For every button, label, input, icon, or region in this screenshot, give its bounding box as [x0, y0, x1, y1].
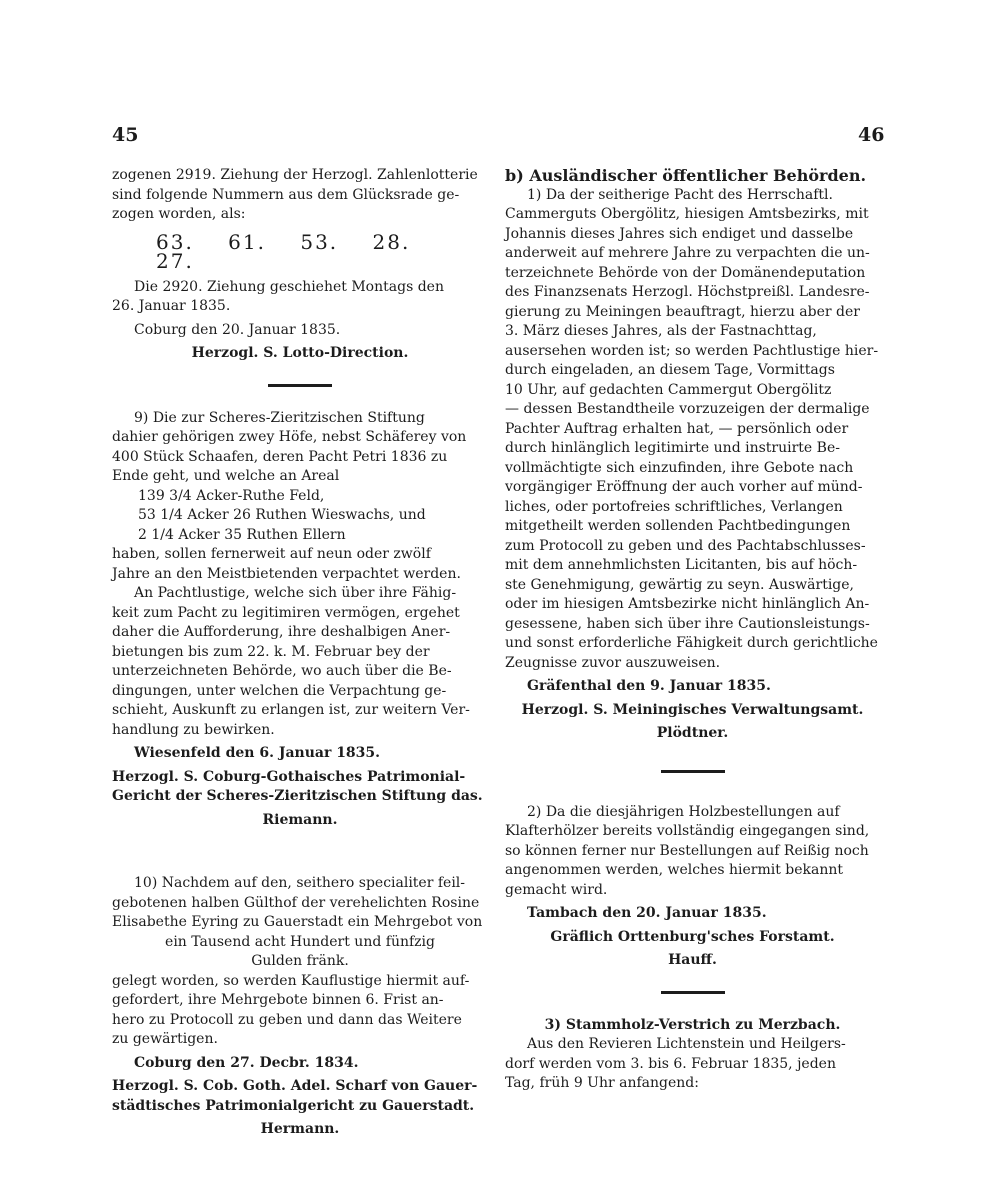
lottery-number: 27. [156, 249, 194, 273]
authority-line: Herzogl. S. Meiningisches Verwaltungsamt. [521, 701, 864, 718]
text-line: — dessen Bestandtheile vorzuzeigen der dermalige [505, 401, 870, 417]
text-line: dorf werden vom 3. bis 6. Februar 1835, jeden [505, 1055, 836, 1072]
text-line: liches, oder portofreies schriftliches, Verlangen [505, 498, 843, 515]
text-line: Elisabethe Eyring zu Gauerstadt ein Mehrgebot von [112, 914, 483, 930]
right-column [505, 166, 880, 1094]
text-line: sind folgende Nummern aus dem Glücksrade ge- [112, 186, 460, 203]
lottery-number: 63. [156, 229, 194, 254]
signature: Plödtner. [656, 725, 729, 741]
text-line: Johannis dieses Jahres sich endiget und dasselbe [505, 225, 854, 242]
text-line: Jahre an den Meistbietenden verpachtet werden. [112, 565, 461, 582]
text-line: bietungen bis zum 22. k. M. Februar bey der [112, 643, 430, 660]
signature: Hermann. [260, 1121, 340, 1137]
text-line: dahier gehörigen zwey Höfe, nebst Schäferey von [112, 429, 467, 445]
text-line: ausersehen worden ist; so werden Pachtlustige hier- [505, 342, 879, 359]
left-column [112, 166, 488, 1140]
authority-line: Gräflich Orttenburg'sches Forstamt. [550, 928, 835, 945]
text-line: gesessene, haben sich über ihre Cautionsleistungs- [505, 615, 870, 632]
text-line: Tag, früh 9 Uhr anfangend: [505, 1075, 699, 1091]
section-divider [268, 384, 332, 387]
text-line: gemacht wird. [505, 881, 608, 898]
text-line: 26. Januar 1835. [112, 298, 231, 314]
text-line: unterzeichneten Behörde, wo auch über die Be- [112, 663, 452, 679]
text-line: Zeugnisse zuvor auszuweisen. [505, 654, 721, 671]
place-date: Wiesenfeld den 6. Januar 1835. [134, 745, 381, 761]
text-line: zu gewärtigen. [112, 1031, 218, 1047]
text-line: gefordert, ihre Mehrgebote binnen 6. Frist an- [112, 992, 444, 1008]
text-line: hero zu Protocoll zu geben und dann das Weitere [112, 1011, 462, 1028]
text-line: gelegt worden, so werden Kauflustige hiermit auf- [112, 972, 470, 989]
text-line: vorgängiger Eröffnung der auch vorher auf münd- [505, 479, 863, 495]
place-date: Gräfenthal den 9. Januar 1835. [527, 678, 771, 694]
section-heading: b) Ausländischer öffentlicher Behörden. [505, 166, 867, 185]
page-number-right: 46 [858, 124, 885, 146]
text-line: gebotenen halben Gülthof der verehelichten Rosine [112, 894, 480, 911]
text-line: mit dem annehmlichsten Licitanten, bis auf höch- [505, 557, 858, 573]
section-divider [661, 991, 725, 994]
text-line: mitgetheilt werden sollenden Pachtbedingungen [505, 518, 851, 534]
text-line: zogenen 2919. Ziehung der Herzogl. Zahlenlotterie [112, 167, 478, 183]
text-line: vollmächtigte sich einzufinden, ihre Gebote nach [505, 459, 854, 476]
text-line: Aus den Revieren Lichtenstein und Heilgers- [527, 1036, 846, 1052]
text-line: durch hinlänglich legitimirte und instruirte Be- [505, 440, 840, 456]
text-line: schieht, Auskunft zu erlangen ist, zur weitern Ver- [112, 702, 470, 718]
place-date: Tambach den 20. Januar 1835. [527, 905, 767, 921]
text-line: dingungen, unter welchen die Verpachtung ge- [112, 682, 447, 699]
text-line: 9) Die zur Scheres-Zieritzischen Stiftung [134, 409, 425, 426]
text-line: An Pachtlustige, welche sich über ihre Fähig- [134, 585, 457, 601]
text-line: Die 2920. Ziehung geschiehet Montags den [134, 278, 444, 295]
text-line: oder im hiesigen Amtsbezirke nicht hinlänglich An- [505, 596, 870, 612]
text-line: ste Genehmigung, gewärtig zu seyn. Auswärtige, [505, 576, 855, 593]
text-line: Cammerguts Obergölitz, hiesigen Amtsbezirks, mit [505, 206, 869, 222]
text-line: handlung zu bewirken. [112, 721, 275, 738]
text-line: terzeichnete Behörde von der Domänendeputation [505, 264, 866, 281]
areal-line: 2 1/4 Acker 35 Ruthen Ellern [138, 526, 346, 543]
text-line: durch eingeladen, an diesem Tage, Vormittags [505, 362, 835, 378]
place-date: Coburg den 27. Decbr. 1834. [134, 1054, 359, 1071]
signature: Hauff. [668, 952, 717, 968]
notice-title: 3) Stammholz-Verstrich zu Merzbach. [544, 1016, 841, 1033]
areal-line: 53 1/4 Acker 26 Ruthen Wieswachs, und [138, 507, 426, 523]
text-line: 2) Da die diesjährigen Holzbestellungen auf [527, 803, 840, 820]
text-line: 10) Nachdem auf den, seithero specialiter feil- [134, 875, 466, 891]
page-number-left: 45 [112, 124, 139, 146]
signature: Herzogl. S. Lotto-Direction. [191, 345, 409, 361]
text-line: des Finanzsenats Herzogl. Höchstpreißl. Landesre- [505, 284, 870, 300]
text-line: und sonst erforderliche Fähigkeit durch gerichtliche [505, 635, 878, 651]
text-line: gierung zu Meiningen beauftragt, hierzu aber der [505, 303, 860, 320]
text-line: haben, sollen fernerweit auf neun oder zwölf [112, 546, 431, 562]
lottery-numbers [112, 229, 488, 273]
section-divider [661, 770, 725, 773]
authority-line: Gericht der Scheres-Zieritzischen Stiftung das. [112, 788, 483, 804]
text-line: Klafterhölzer bereits vollständig eingegangen sind, [505, 823, 870, 839]
text-line: 3. März dieses Jahres, als der Fastnachttag, [505, 323, 817, 339]
text-line: Ende geht, und welche an Areal [112, 468, 340, 484]
authority-line: Herzogl. S. Cob. Goth. Adel. Scharf von Gauer- [112, 1078, 478, 1094]
text-line: Gulden fränk. [251, 953, 349, 969]
text-line: angenommen werden, welches hiermit bekannt [505, 862, 844, 878]
lottery-number: 61. [228, 229, 266, 254]
text-line: 10 Uhr, auf gedachten Cammergut Obergölitz [505, 381, 832, 398]
text-line: daher die Aufforderung, ihre deshalbigen Aner- [112, 624, 451, 640]
text-line: 400 Stück Schaafen, deren Pacht Petri 1836 zu [112, 448, 448, 465]
lottery-number: 28. [372, 229, 411, 254]
text-line: so können ferner nur Bestellungen auf Reißig noch [505, 842, 869, 859]
lottery-number: 53. [300, 229, 339, 254]
place-date: Coburg den 20. Januar 1835. [134, 321, 341, 338]
text-line: zum Protocoll zu geben und des Pachtabschlusses- [505, 537, 866, 554]
authority-line: Herzogl. S. Coburg-Gothaisches Patrimonial- [112, 768, 466, 785]
text-line: keit zum Pacht zu legitimiren vermögen, ergehet [112, 604, 460, 621]
text-line: 1) Da der seitherige Pacht des Herrschaftl. [527, 186, 833, 203]
text-line: anderweit auf mehrere Jahre zu verpachten die un- [505, 245, 870, 261]
text-line: ein Tausend acht Hundert und fünfzig [165, 933, 435, 950]
text-line: Pachter Auftrag erhalten hat, — persönlich oder [505, 420, 849, 437]
authority-line: städtisches Patrimonialgericht zu Gauerstadt. [112, 1097, 475, 1114]
signature: Riemann. [262, 811, 338, 828]
text-line: zogen worden, als: [112, 206, 246, 222]
areal-line: 139 3/4 Acker-Ruthe Feld, [138, 487, 325, 504]
